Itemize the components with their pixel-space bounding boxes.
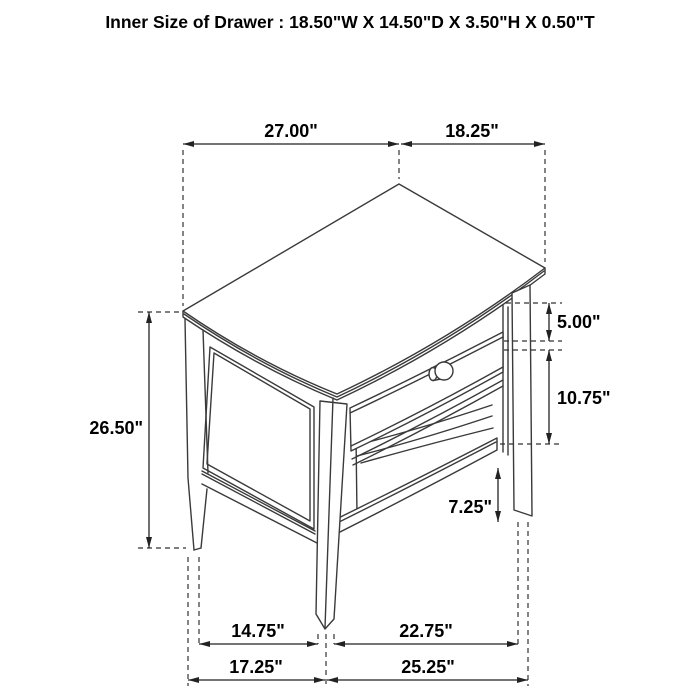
- shelf: [318, 438, 497, 542]
- side-stretcher: [202, 471, 315, 531]
- dim-label-top-side-depth: 18.25": [445, 121, 499, 141]
- diagram-title: Inner Size of Drawer : 18.50"W X 14.50"D X 3.50"H X 0.50"T: [105, 12, 595, 32]
- nightstand-line-drawing: [183, 184, 545, 629]
- dim-label-top-front-width: 27.00": [264, 121, 318, 141]
- dim-label-shelf-to-floor: 7.25": [448, 497, 492, 517]
- right-leg: [512, 285, 532, 516]
- left-leg: [185, 319, 194, 550]
- dim-label-base-front-width: 17.25": [229, 657, 283, 677]
- dim-label-base-side-depth: 25.25": [401, 657, 455, 677]
- dimension-annotations: [89, 121, 610, 686]
- dim-label-overall-height: 26.50": [89, 418, 143, 438]
- dim-label-drawer-to-shelf-opening: 10.75": [557, 388, 611, 408]
- dim-label-legs-side-inner-span: 22.75": [399, 621, 453, 641]
- dim-label-legs-front-inner-span: 14.75": [231, 621, 285, 641]
- dim-label-top-to-drawer-opening: 5.00": [557, 312, 601, 332]
